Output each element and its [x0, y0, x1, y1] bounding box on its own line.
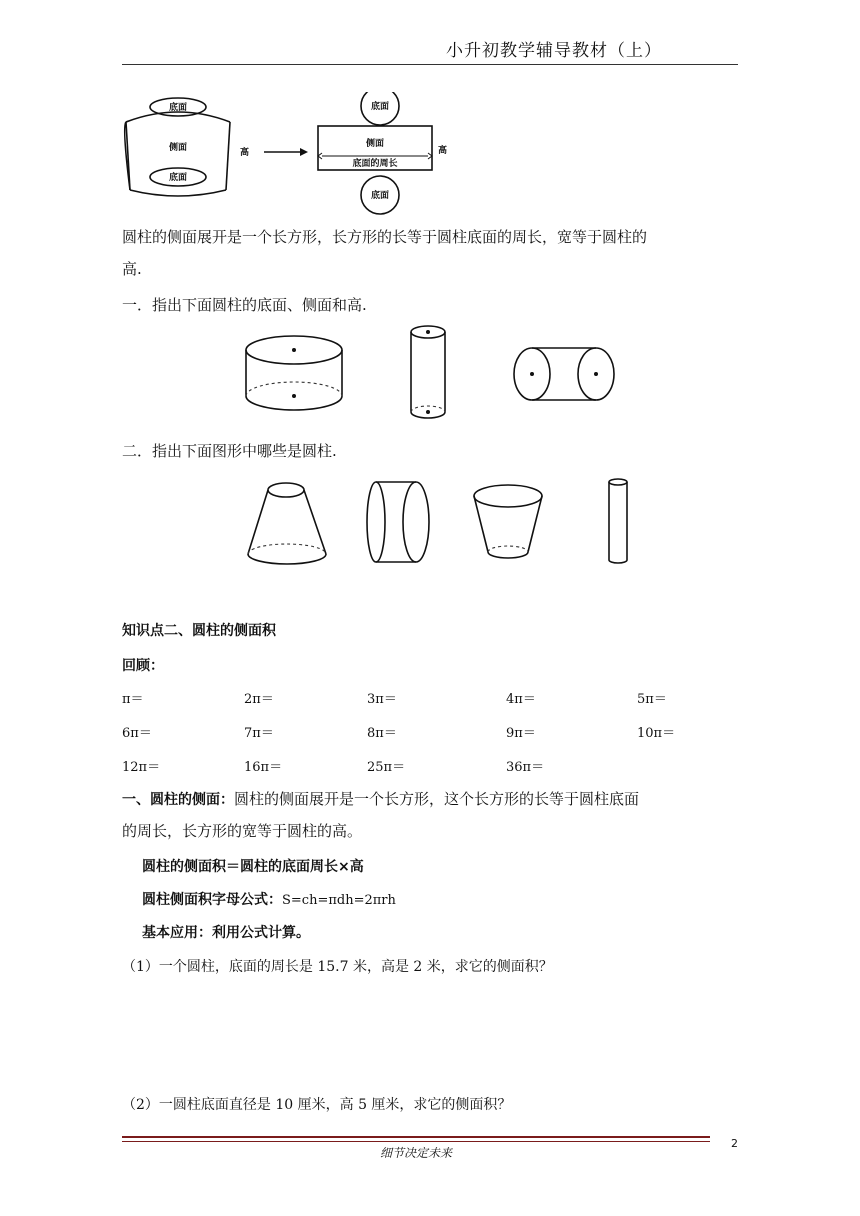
review-item: 4π＝: [506, 692, 536, 707]
footer-rule: [122, 1136, 710, 1138]
cylinder-top-arc: [126, 112, 230, 122]
review-item: 10π＝: [637, 726, 676, 741]
review-item: 12π＝: [122, 760, 161, 775]
section-1-line-1: [122, 788, 639, 811]
section-1-title: 一、圆柱的侧面：: [122, 792, 234, 808]
formula-letters: S=ch=πdh=2πrh: [282, 893, 396, 908]
review-item: 6π＝: [122, 726, 152, 741]
review-label: 回顾：: [122, 658, 164, 674]
top-base-label: 底面: [168, 103, 188, 113]
review-item: π＝: [122, 692, 144, 707]
header-rule: [122, 64, 738, 65]
section-1-text-a: 圆柱的侧面展开是一个长方形，这个长方形的长等于圆柱底面: [234, 790, 640, 808]
side-label-left: 侧面: [168, 143, 188, 153]
section-1-line-2: 的周长，长方形的宽等于圆柱的高。: [122, 822, 363, 840]
review-item: 3π＝: [367, 692, 397, 707]
intro-line-2: 高.: [122, 260, 142, 278]
application-heading: 基本应用：利用公式计算。: [142, 925, 310, 941]
height-label-right: 高: [438, 146, 448, 156]
exercise-2-shapes: [244, 472, 640, 572]
arrow-head-icon: [300, 148, 308, 156]
formula-letters-label: 圆柱侧面积字母公式：: [142, 892, 282, 908]
review-item: 5π＝: [637, 692, 667, 707]
review-item: 7π＝: [244, 726, 274, 741]
exercise-2-prompt: 二．指出下面图形中哪些是圆柱.: [122, 442, 337, 460]
review-item: 36π＝: [506, 760, 545, 775]
header-title: 小升初教学辅导教材（上）: [446, 41, 662, 61]
footer-motto: 细节决定未来: [380, 1146, 453, 1160]
top-circle-label: 底面: [370, 102, 390, 112]
knowledge-point-heading: 知识点二、圆柱的侧面积: [122, 623, 276, 639]
height-label-left: 高: [240, 148, 250, 158]
intro-line-1: 圆柱的侧面展开是一个长方形，长方形的长等于圆柱底面的周长，宽等于圆柱的: [122, 228, 648, 246]
cylinder-unfold-diagram: [118, 92, 458, 222]
footer-rule-thin: [122, 1141, 710, 1142]
side-label-right: 侧面: [365, 139, 385, 149]
formula-words: 圆柱的侧面积＝圆柱的底面周长×高: [142, 859, 364, 875]
formula-letters-line: [142, 888, 396, 912]
page-number: 2: [731, 1137, 738, 1150]
review-item: 9π＝: [506, 726, 536, 741]
review-item: 16π＝: [244, 760, 283, 775]
exercise-1-prompt: 一．指出下面圆柱的底面、侧面和高.: [122, 296, 367, 314]
bottom-circle-label: 底面: [370, 191, 390, 201]
review-item: 25π＝: [367, 760, 406, 775]
question-1: （1）一个圆柱，底面的周长是 15.7 米，高是 2 米，求它的侧面积？: [122, 959, 553, 975]
review-item: 2π＝: [244, 692, 274, 707]
circumference-label: 底面的周长: [352, 159, 398, 169]
bottom-base-label: 底面: [168, 173, 188, 183]
review-item: 8π＝: [367, 726, 397, 741]
exercise-1-cylinders: [238, 322, 628, 426]
question-2: （2）一圆柱底面直径是 10 厘米，高 5 厘米，求它的侧面积？: [122, 1097, 512, 1113]
